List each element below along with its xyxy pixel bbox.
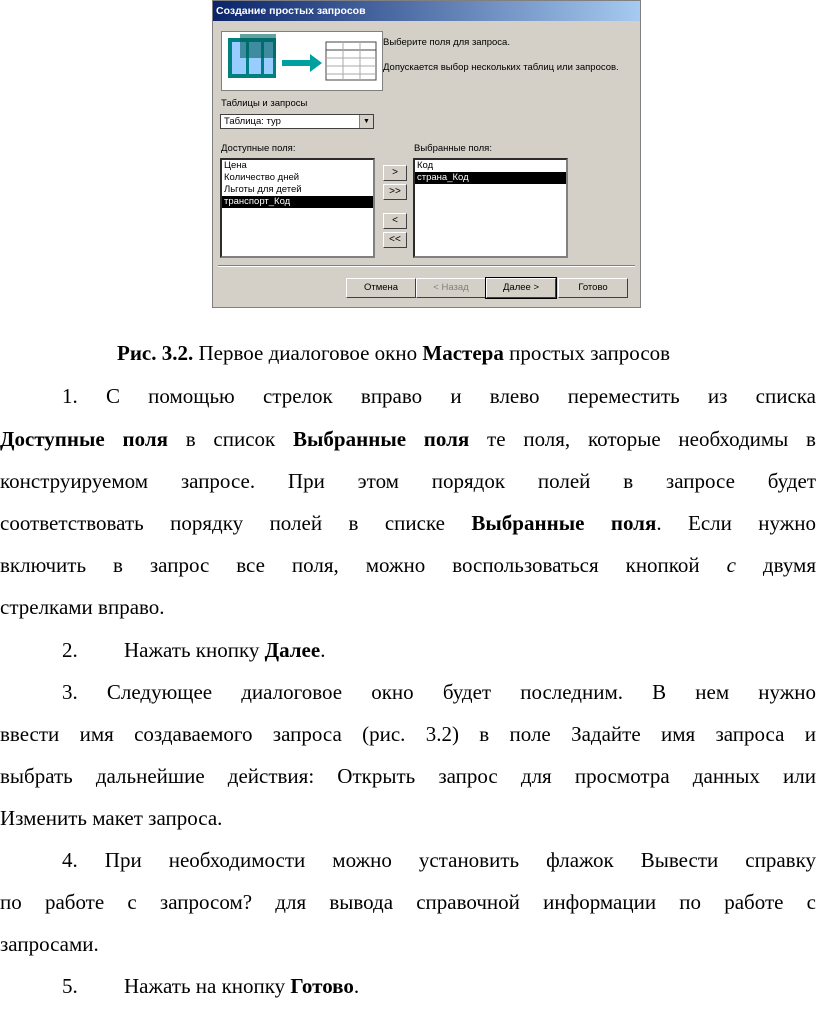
text: . <box>320 638 326 662</box>
caption-text: Первое диалоговое окно <box>193 341 423 365</box>
cancel-button[interactable]: Отмена <box>346 278 416 298</box>
p1-line-4 <box>0 511 816 535</box>
list-item[interactable]: Количество дней <box>224 172 300 183</box>
list-number: 2. <box>62 638 78 662</box>
term-finish: Готово <box>290 974 354 998</box>
p4-line-2: по работе с запросом? для вывода справочной информации по работе с <box>0 890 816 914</box>
term-next: Далее <box>264 638 321 662</box>
text: . Если нужно <box>656 511 816 535</box>
p1-line-5 <box>0 553 816 577</box>
available-fields-label: Доступные поля: <box>221 143 296 154</box>
available-fields-list[interactable] <box>220 158 375 258</box>
text: Нажать на кнопку <box>124 974 291 998</box>
add-all-fields-button[interactable]: >> <box>383 184 407 200</box>
caption-number: Рис. 3.2. <box>117 341 194 365</box>
add-field-button[interactable]: > <box>383 165 407 181</box>
caption-bold: Мастера <box>422 341 504 365</box>
list-item[interactable]: Код <box>417 160 434 171</box>
p3-line-1: 3. Следующее диалоговое окно будет последним. В нем нужно <box>62 680 816 704</box>
instruction-line-1: Выберите поля для запроса. <box>383 37 510 48</box>
list-item[interactable]: страна_Код <box>415 172 566 184</box>
p3-line-3: выбрать дальнейшие действия: Открыть запрос для просмотра данных или <box>0 764 816 788</box>
term-selected-fields: Выбранные поля <box>293 427 470 451</box>
p1-line-3: конструируемом запросе. При этом порядок полей в запросе будет <box>0 469 816 493</box>
p2 <box>62 638 325 662</box>
text: включить в запрос все поля, можно воспользоваться кнопкой <box>0 553 727 577</box>
list-number: 5. <box>62 974 78 998</box>
p1-line-6: стрелками вправо. <box>0 595 165 619</box>
caption-text-end: простых запросов <box>503 341 671 365</box>
p1-line-1: 1. С помощью стрелок вправо и влево переместить из списка <box>62 384 816 408</box>
p4-line-3: запросами. <box>0 932 99 956</box>
finish-button[interactable]: Готово <box>558 278 628 298</box>
figure-caption <box>117 341 670 365</box>
text: те поля, которые необходимы в <box>469 427 816 451</box>
dialog-title: Создание простых запросов <box>213 1 640 21</box>
term-selected-fields: Выбранные поля <box>471 511 657 535</box>
p3-line-4: Изменить макет запроса. <box>0 806 223 830</box>
instruction-line-2: Допускается выбор нескольких таблиц или запросов. <box>383 62 619 73</box>
list-item[interactable]: транспорт_Код <box>222 196 373 208</box>
divider <box>218 265 635 267</box>
next-button[interactable]: Далее > <box>486 278 556 298</box>
text: в список <box>167 427 294 451</box>
list-item[interactable]: Цена <box>224 160 247 171</box>
italic-text: с <box>726 553 736 577</box>
wizard-illustration <box>221 31 383 91</box>
text: двумя <box>735 553 816 577</box>
term-available-fields: Доступные поля <box>0 427 168 451</box>
selected-fields-label: Выбранные поля: <box>414 143 492 154</box>
text: . <box>353 974 360 998</box>
back-button[interactable]: < Назад <box>416 278 486 298</box>
p3-line-2: ввести имя создаваемого запроса (рис. 3.2) в поле Задайте имя запроса и <box>0 722 816 746</box>
p4-line-1: 4. При необходимости можно установить флажок Вывести справку <box>62 848 816 872</box>
tables-label: Таблицы и запросы <box>221 98 308 109</box>
chevron-down-icon[interactable]: ▼ <box>359 115 373 128</box>
text: соответствовать порядку полей в списке <box>0 511 472 535</box>
p5 <box>62 974 359 998</box>
remove-all-fields-button[interactable]: << <box>383 232 407 248</box>
list-item[interactable]: Льготы для детей <box>224 184 302 195</box>
text: Нажать кнопку <box>124 638 265 662</box>
remove-field-button[interactable]: < <box>383 213 407 229</box>
table-select-value: Таблица: тур <box>224 116 281 127</box>
table-select[interactable] <box>220 114 374 129</box>
p1-line-2 <box>0 427 816 451</box>
query-wizard-dialog <box>212 0 641 308</box>
selected-fields-list[interactable] <box>413 158 568 258</box>
